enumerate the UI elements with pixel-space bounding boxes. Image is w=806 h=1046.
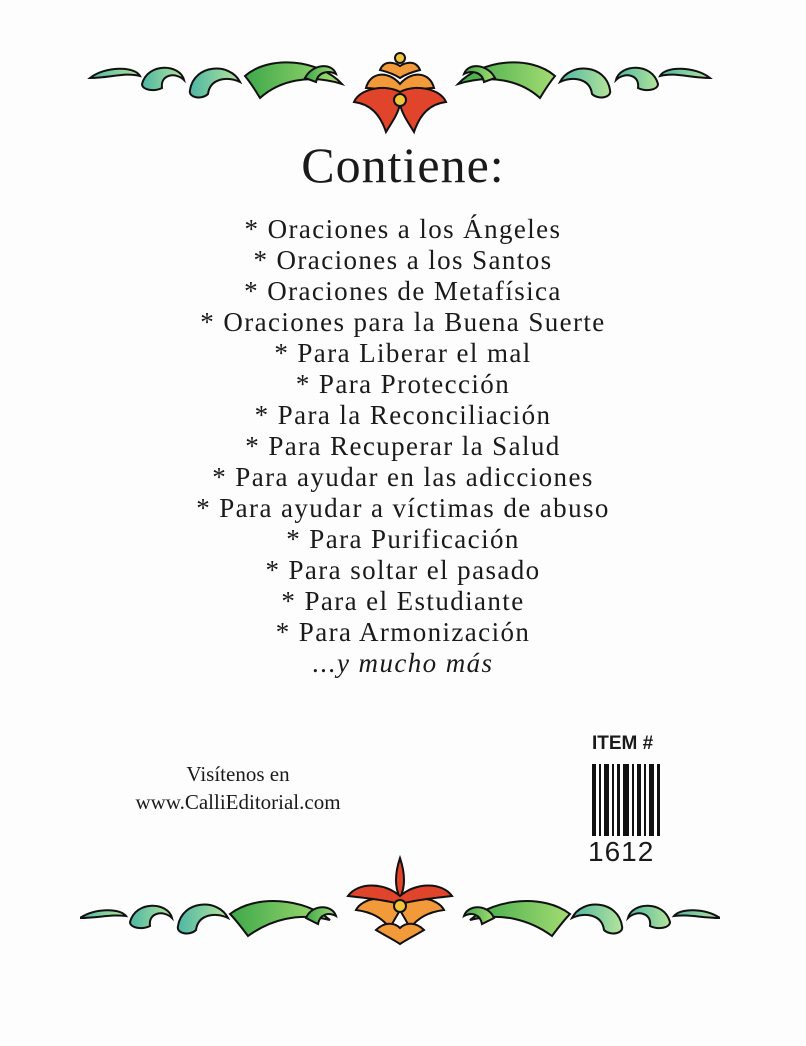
list-item: * Para ayudar en las adicciones [212, 462, 594, 492]
list-item: * Para Armonización [275, 617, 531, 647]
item-label: ITEM # [592, 733, 654, 754]
list-item: * Oraciones de Metafísica [244, 276, 562, 306]
list-item: * Para Recuperar la Salud [245, 431, 561, 461]
list-item: * Para el Estudiante [281, 586, 525, 616]
list-item: * Para Purificación [286, 524, 520, 554]
page-title: Contiene: [301, 137, 505, 193]
item-number: 1612 [588, 836, 655, 867]
bottom-floral-ornament [80, 848, 720, 958]
list-item: * Para Liberar el mal [274, 338, 532, 368]
more-text: ...y mucho más [312, 648, 494, 678]
barcode-graphic [590, 764, 662, 836]
website-url: www.CalliEditorial.com [135, 790, 341, 814]
visit-block [108, 760, 368, 816]
list-item: * Oraciones a los Santos [253, 245, 553, 275]
list-item: * Para la Reconciliación [254, 400, 552, 430]
list-item: * Para soltar el pasado [265, 555, 541, 585]
visit-label: Visítenos en [186, 762, 290, 786]
list-item: * Oraciones a los Ángeles [244, 214, 562, 244]
list-item: * Para Protección [295, 369, 511, 399]
list-item: * Oraciones para la Buena Suerte [200, 307, 606, 337]
list-item: * Para ayudar a víctimas de abuso [196, 493, 610, 523]
contents-list [0, 214, 806, 679]
